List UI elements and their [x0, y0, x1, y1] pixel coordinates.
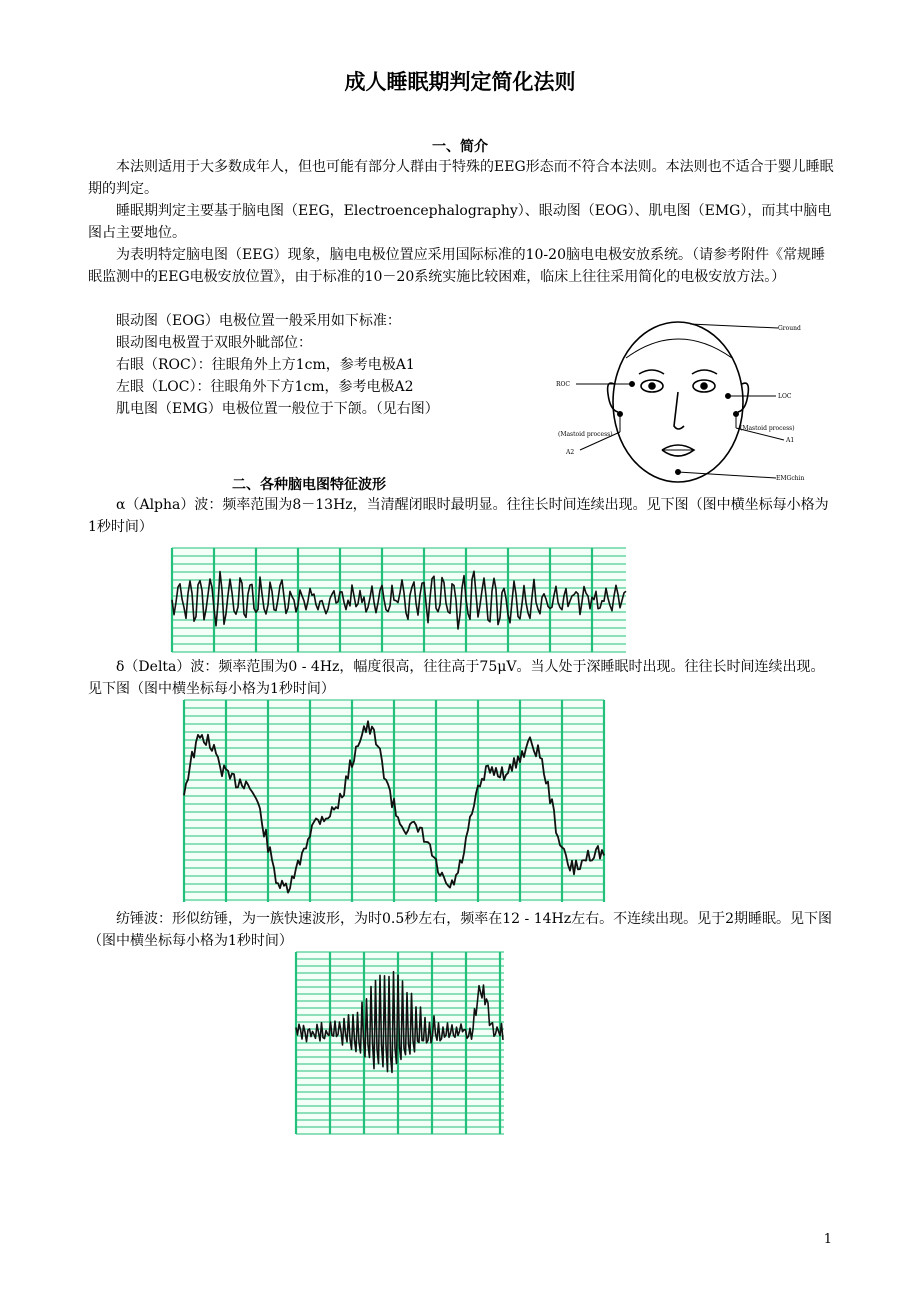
page-number: 1: [823, 1232, 832, 1247]
loc-label: LOC: [778, 393, 792, 400]
electrode-head-diagram: [540, 314, 805, 492]
alpha-paragraph: α（Alpha）波：频率范围为8－13Hz，当清醒闭眼时最明显。往往长时间连续出现。见下图（图中横坐标每小格为1秒时间）: [88, 497, 829, 535]
mastoid-right-label: (Mastoid process): [740, 425, 795, 432]
ground-label: Ground: [778, 325, 801, 332]
section-heading-intro: 一、简介: [432, 139, 488, 155]
emg-chin-label: EMGchin: [776, 475, 805, 482]
page-title: 成人睡眠期判定简化法则: [344, 70, 576, 94]
eog-placement-line: 眼动图电极置于双眼外眦部位：: [116, 335, 312, 351]
a2-label: A2: [566, 449, 575, 456]
intro-paragraph-1: 本法则适用于大多数成年人，但也可能有部分人群由于特殊的EEG形态而不符合本法则。本法则也不适合于婴儿睡眠期的判定。: [88, 159, 834, 197]
delta-wave-svg: [184, 700, 604, 902]
emg-line: 肌电图（EMG）电极位置一般位于下颌。（见右图）: [116, 401, 439, 417]
mastoid-left-label: (Mastoid process): [558, 431, 613, 438]
spindle-wave-svg: [296, 952, 504, 1134]
section-heading-waveforms: 二、各种脑电图特征波形: [232, 477, 386, 493]
alpha-wave-svg: [172, 548, 626, 652]
head-outline-svg: [540, 314, 805, 492]
spindle-paragraph: 纺锤波：形似纺锤，为一族快速波形，为时0.5秒左右，频率在12 - 14Hz左右。不连续出现。见于2期睡眠。见下图（图中横坐标每小格为1秒时间）: [88, 911, 833, 949]
a1-label: A1: [786, 437, 795, 444]
intro-paragraph-3: 为表明特定脑电图（EEG）现象，脑电电极位置应采用国际标准的10-20脑电电极安放系统。（请参考附件《常规睡眠监测中的EEG电极安放位置》，由于标准的10－20系统实施比较困难，临床上往往采用简化的电极安放方法。）: [88, 247, 825, 285]
intro-paragraph-2: 睡眠期判定主要基于脑电图（EEG，Electroencephalography）、眼动图（EOG）、肌电图（EMG），而其中脑电图占主要地位。: [88, 203, 832, 241]
spindle-eeg-strip: [296, 952, 504, 1134]
loc-line: 左眼（LOC）：往眼角外下方1cm，参考电极A2: [116, 379, 414, 395]
roc-line: 右眼（ROC）：往眼角外上方1cm，参考电极A1: [116, 357, 415, 373]
delta-eeg-strip: [184, 700, 604, 902]
roc-label: ROC: [556, 381, 571, 388]
alpha-eeg-strip: [172, 548, 626, 652]
delta-paragraph: δ（Delta）波：频率范围为0 - 4Hz，幅度很高，往往高于75μV。当人处于深睡眠时出现。往往长时间连续出现。见下图（图中横坐标每小格为1秒时间）: [88, 659, 825, 697]
eog-standard-line: 眼动图（EOG）电极位置一般采用如下标准：: [116, 313, 401, 329]
